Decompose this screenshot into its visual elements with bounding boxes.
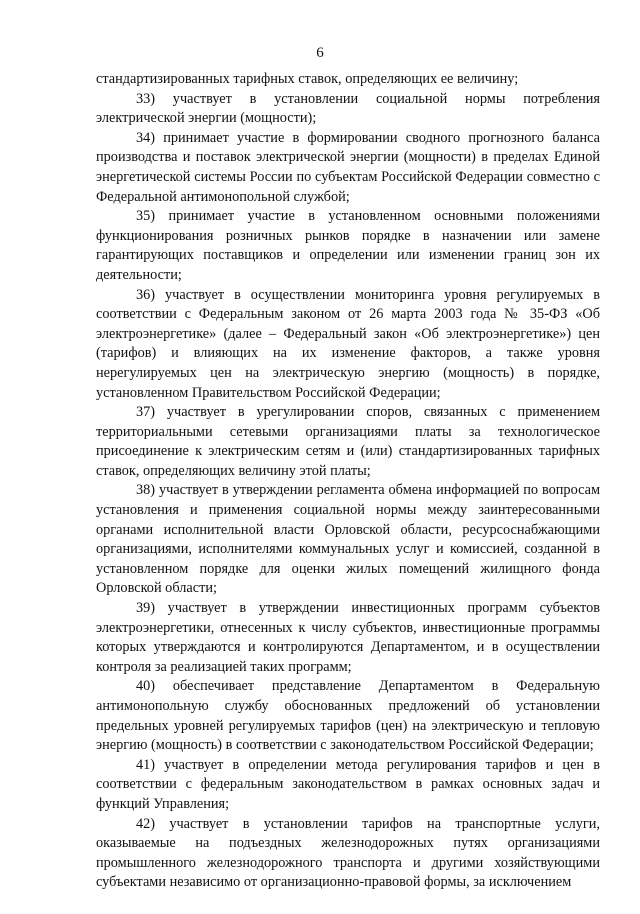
paragraph-item-35: 35) принимает участие в установленном основными положениями функционирования розничных рынков порядке в назначении или замене гарантирующих поставщиков и определении или изменении границ зон их деятельности;: [96, 208, 600, 283]
paragraph-continuation: стандартизированных тарифных ставок, определяющих ее величину;: [96, 71, 519, 87]
document-body: [96, 70, 600, 893]
page-number: 6: [316, 45, 324, 61]
paragraph-item-36: 36) участвует в осуществлении мониторинга уровня регулируемых в соответствии с Федеральным законом от 26 марта 2003 года № 35-ФЗ «Об электроэнергетике» (далее – Федеральный закон «Об электроэнергетике») цен (тарифов) и влияющих на их изменение факторов, а также уровня нерегулируемых цен на электрическую энергию (мощность) в порядке, установленном Правительством Российской Федерации;: [96, 286, 600, 401]
paragraph-item-38: 38) участвует в утверждении регламента обмена информацией по вопросам установления и применения социальной нормы между заинтересованными органами исполнительной власти Орловской области, ресурсоснабжающими организациями, исполнителями коммунальных услуг и комиссией, созданной в установленном порядке для оценки жилых помещений жилищного фонда Орловской области;: [96, 482, 600, 597]
paragraph-item-37: 37) участвует в урегулировании споров, связанных с применением территориальными сетевыми организациями платы за технологическое присоединение к электрическим сетям и (или) стандартизированных тарифных ставок, определяющих величину этой платы;: [96, 404, 600, 479]
paragraph-item-41: 41) участвует в определении метода регулирования тарифов и цен в соответствии с федеральным законодательством в рамках основных задач и функций Управления;: [96, 756, 600, 812]
paragraph-item-40: 40) обеспечивает представление Департаментом в Федеральную антимонопольную службу обоснованных предложений об установлении предельных уровней регулируемых тарифов (цен) на электрическую и тепловую энергию (мощность) в соответствии с законодательством Российской Федерации;: [96, 678, 600, 754]
paragraph-item-34: 34) принимает участие в формировании сводного прогнозного баланса производства и поставок электрической энергии (мощности) в пределах Единой энергетической системы России по субъектам Российской Федерации совместно с Федеральной антимонопольной службой;: [96, 129, 600, 205]
paragraph-item-39: 39) участвует в утверждении инвестиционных программ субъектов электроэнергетики, отнесенных к числу субъектов, инвестиционные программы которых утверждаются и контролируются Департаментом, и в осуществлении контроля за реализацией таких программ;: [96, 600, 600, 675]
paragraph-item-33: 33) участвует в установлении социальной нормы потребления электрической энергии (мощности);: [96, 90, 600, 127]
paragraph-item-42: 42) участвует в установлении тарифов на транспортные услуги, оказываемые на подъездных железнодорожных путях организациями промышленного железнодорожного транспорта и другими хозяйствующими субъектами независимо от организационно-правовой формы, за исключением: [96, 815, 600, 891]
